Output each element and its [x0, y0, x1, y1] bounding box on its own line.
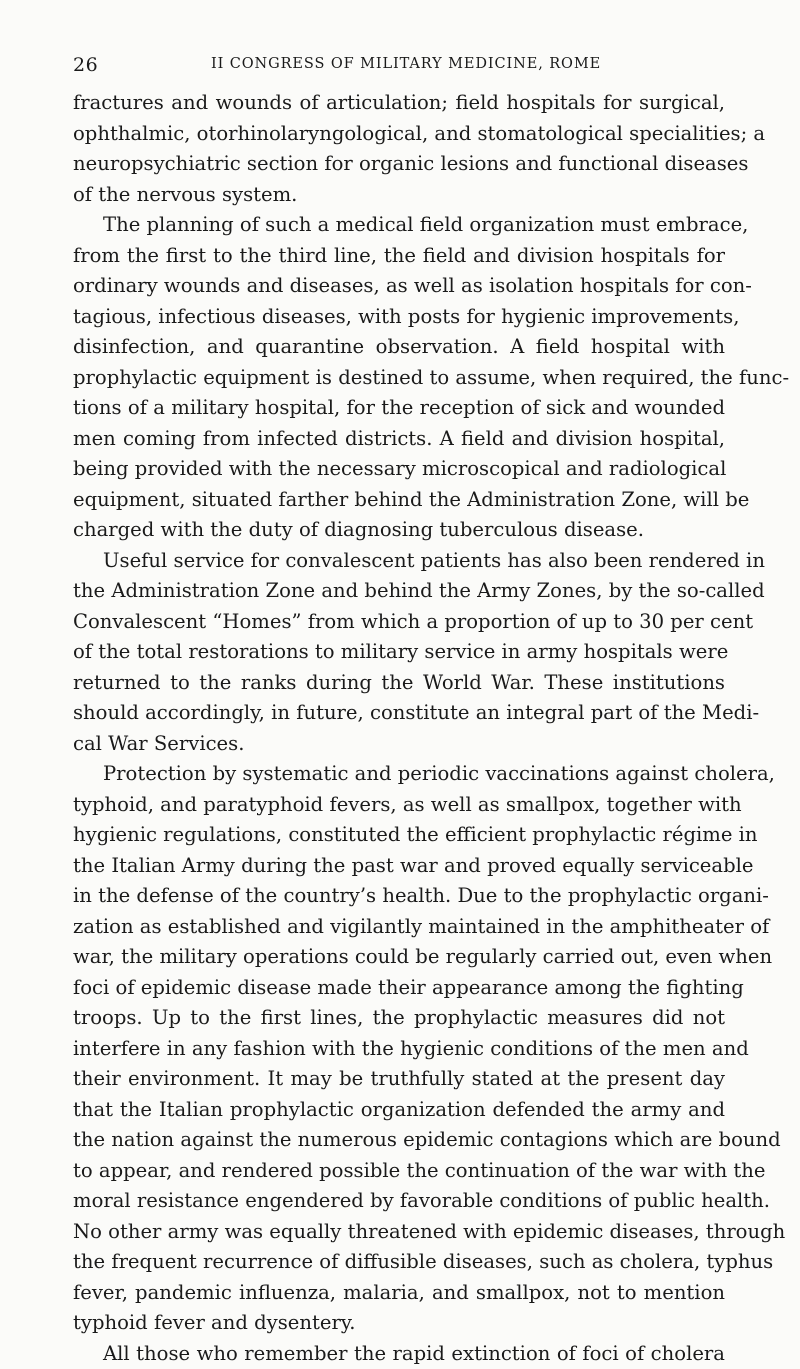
- text-line: fever, pandemic influenza, malaria, and smallpox, not to mention: [73, 1278, 725, 1309]
- paragraph: [73, 88, 725, 210]
- text-line: prophylactic equipment is destined to assume, when required, the func-: [73, 363, 725, 394]
- text-line: interfere in any fashion with the hygienic conditions of the men and: [73, 1034, 725, 1065]
- text-line: of the nervous system.: [73, 180, 725, 211]
- text-line: that the Italian prophylactic organization defended the army and: [73, 1095, 725, 1126]
- page-number: 26: [73, 54, 98, 76]
- text-line: being provided with the necessary microscopical and radiological: [73, 454, 725, 485]
- text-line: their environment. It may be truthfully stated at the present day: [73, 1064, 725, 1095]
- text-line: Protection by systematic and periodic vaccinations against cholera,: [73, 759, 725, 790]
- text-line: The planning of such a medical field organization must embrace,: [73, 210, 725, 241]
- text-line: tagious, infectious diseases, with posts for hygienic improvements,: [73, 302, 725, 333]
- text-line: ordinary wounds and diseases, as well as isolation hospitals for con-: [73, 271, 725, 302]
- text-line: disinfection, and quarantine observation. A field hospital with: [73, 332, 725, 363]
- running-head: [73, 54, 723, 86]
- text-line: ophthalmic, otorhinolaryngological, and stomatological specialities; a: [73, 119, 725, 150]
- text-line: tions of a military hospital, for the reception of sick and wounded: [73, 393, 725, 424]
- text-line: of the total restorations to military service in army hospitals were: [73, 637, 725, 668]
- text-line: typhoid fever and dysentery.: [73, 1308, 725, 1339]
- text-line: the Administration Zone and behind the Army Zones, by the so-called: [73, 576, 725, 607]
- text-line: to appear, and rendered possible the continuation of the war with the: [73, 1156, 725, 1187]
- text-line: moral resistance engendered by favorable conditions of public health.: [73, 1186, 725, 1217]
- text-line: cal War Services.: [73, 729, 725, 760]
- text-line: from the first to the third line, the field and division hospitals for: [73, 241, 725, 272]
- running-title: II CONGRESS OF MILITARY MEDICINE, ROME: [211, 56, 601, 72]
- text-line: the nation against the numerous epidemic contagions which are bound: [73, 1125, 725, 1156]
- text-line: No other army was equally threatened with epidemic diseases, through: [73, 1217, 725, 1248]
- text-line: Convalescent “Homes” from which a proportion of up to 30 per cent: [73, 607, 725, 638]
- text-line: All those who remember the rapid extinction of foci of cholera: [73, 1339, 725, 1369]
- text-line: men coming from infected districts. A field and division hospital,: [73, 424, 725, 455]
- text-line: zation as established and vigilantly maintained in the amphitheater of: [73, 912, 725, 943]
- text-line: Useful service for convalescent patients has also been rendered in: [73, 546, 725, 577]
- text-line: hygienic regulations, constituted the efficient prophylactic régime in: [73, 820, 725, 851]
- text-line: foci of epidemic disease made their appearance among the fighting: [73, 973, 725, 1004]
- text-line: typhoid, and paratyphoid fevers, as well as smallpox, together with: [73, 790, 725, 821]
- paragraph: [73, 759, 725, 1339]
- text-line: the frequent recurrence of diffusible diseases, such as cholera, typhus: [73, 1247, 725, 1278]
- text-line: war, the military operations could be regularly carried out, even when: [73, 942, 725, 973]
- body-text: [73, 88, 725, 1369]
- text-line: in the defense of the country’s health. Due to the prophylactic organi-: [73, 881, 725, 912]
- paragraph: [73, 546, 725, 760]
- text-line: equipment, situated farther behind the Administration Zone, will be: [73, 485, 725, 516]
- text-line: fractures and wounds of articulation; field hospitals for surgical,: [73, 88, 725, 119]
- text-line: troops. Up to the first lines, the prophylactic measures did not: [73, 1003, 725, 1034]
- text-line: neuropsychiatric section for organic lesions and functional diseases: [73, 149, 725, 180]
- text-line: the Italian Army during the past war and proved equally serviceable: [73, 851, 725, 882]
- text-line: should accordingly, in future, constitute an integral part of the Medi-: [73, 698, 725, 729]
- text-line: charged with the duty of diagnosing tuberculous disease.: [73, 515, 725, 546]
- text-line: returned to the ranks during the World War. These institutions: [73, 668, 725, 699]
- paragraph: [73, 1339, 725, 1369]
- paragraph: [73, 210, 725, 546]
